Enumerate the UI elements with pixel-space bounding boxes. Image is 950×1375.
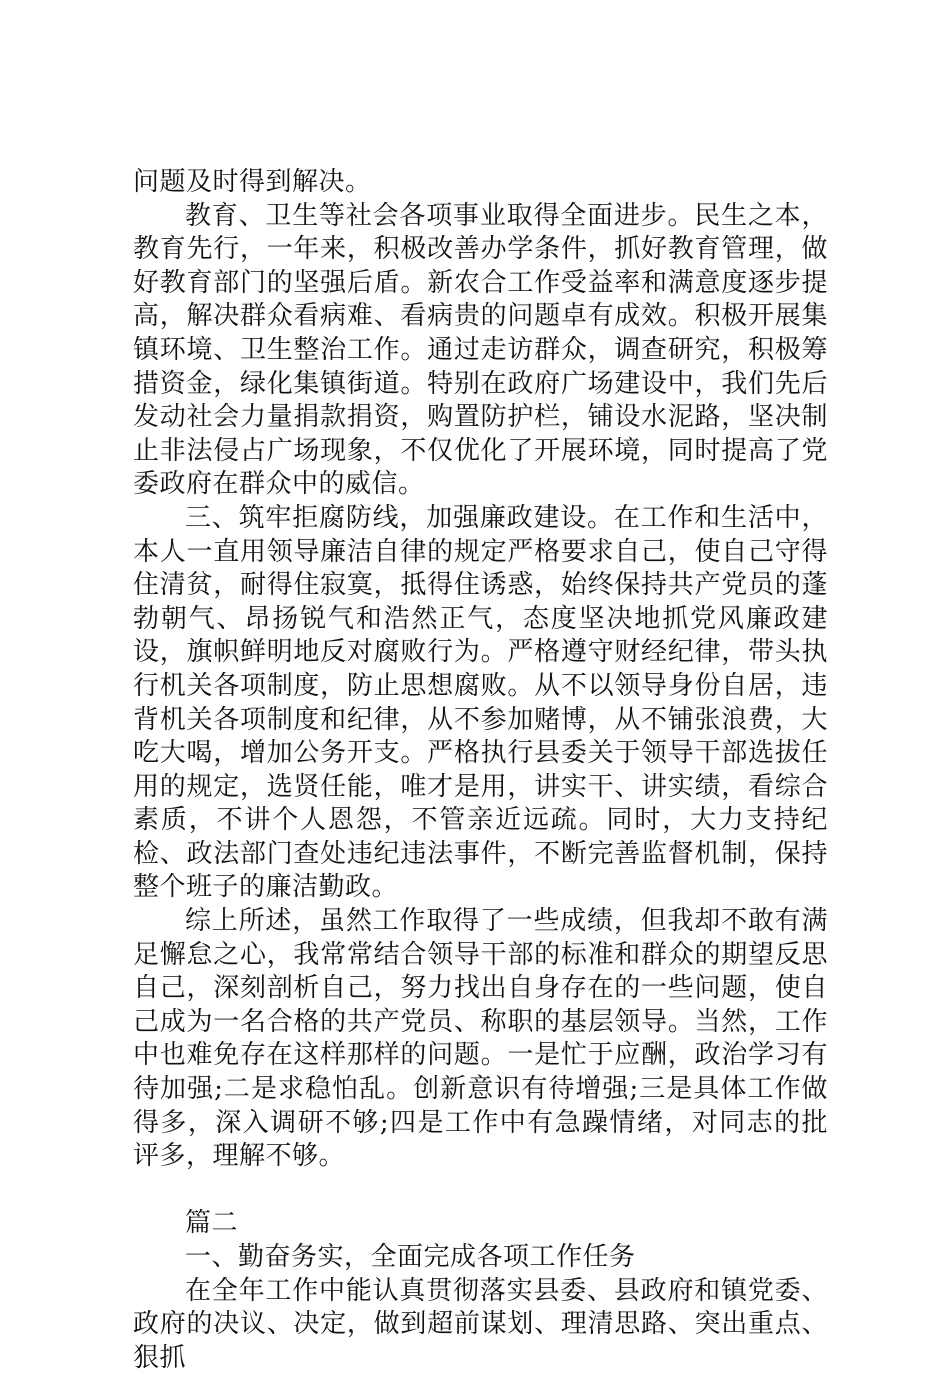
document-body [133, 166, 828, 1375]
section-heading: 一、勤奋务实，全面完成各项工作任务 [185, 1242, 636, 1272]
paragraph-summary: 综上所述，虽然工作取得了一些成绩，但我却不敢有满足懈怠之心，我常常结合领导干部的标准和群众的期望反思自己，深刻剖析自己，努力找出自身存在的一些问题，使自己成为一名合格的共产党员、称职的基层领导。当然，工作中也难免存在这样那样的问题。一是忙于应酬，政治学习有待加强;二是求稳怕乱。创新意识有待增强;三是具体工作做得多，深入调研不够;四是工作中有急躁情绪，对同志的批评多，理解不够。 [133, 906, 828, 1172]
paragraph-education-health: 教育、卫生等社会各项事业取得全面进步。民生之本，教育先行，一年来，积极改善办学条件，抓好教育管理，做好教育部门的坚强后盾。新农合工作受益率和满意度逐步提高，解决群众看病难、看病贵的问题卓有成效。积极开展集镇环境、卫生整治工作。通过走访群众，调查研究，积极筹措资金，绿化集镇街道。特别在政府广场建设中，我们先后发动社会力量捐款捐资，购置防护栏，铺设水泥路，坚决制止非法侵占广场现象，不仅优化了开展环境，同时提高了党委政府在群众中的威信。 [133, 200, 828, 500]
section-title: 篇二 [185, 1208, 239, 1239]
paragraph-continuation: 问题及时得到解决。 [133, 167, 372, 197]
paragraph-anti-corruption: 三、筑牢拒腐防线，加强廉政建设。在工作和生活中，本人一直用领导廉洁自律的规定严格要求自己，使自己守得住清贫，耐得住寂寞，抵得住诱惑，始终保持共产党员的蓬勃朝气、昂扬锐气和浩然正气，态度坚决地抓党风廉政建设，旗帜鲜明地反对腐败行为。严格遵守财经纪律，带头执行机关各项制度，防止思想腐败。从不以领导身份自居，违背机关各项制度和纪律，从不参加赌博，从不铺张浪费，大吃大喝，增加公务开支。严格执行县委关于领导干部选拔任用的规定，选贤任能，唯才是用，讲实干、讲实绩，看综合素质，不讲个人恩怨，不管亲近远疏。同时，大力支持纪检、政法部门查处违纪违法事件，不断完善监督机制，保持整个班子的廉洁勤政。 [133, 502, 828, 903]
blank-line [133, 1174, 828, 1208]
paragraph-work-implementation: 在全年工作中能认真贯彻落实县委、县政府和镇党委、政府的决议、决定，做到超前谋划、理清思路、突出重点、狠抓 [133, 1275, 828, 1373]
